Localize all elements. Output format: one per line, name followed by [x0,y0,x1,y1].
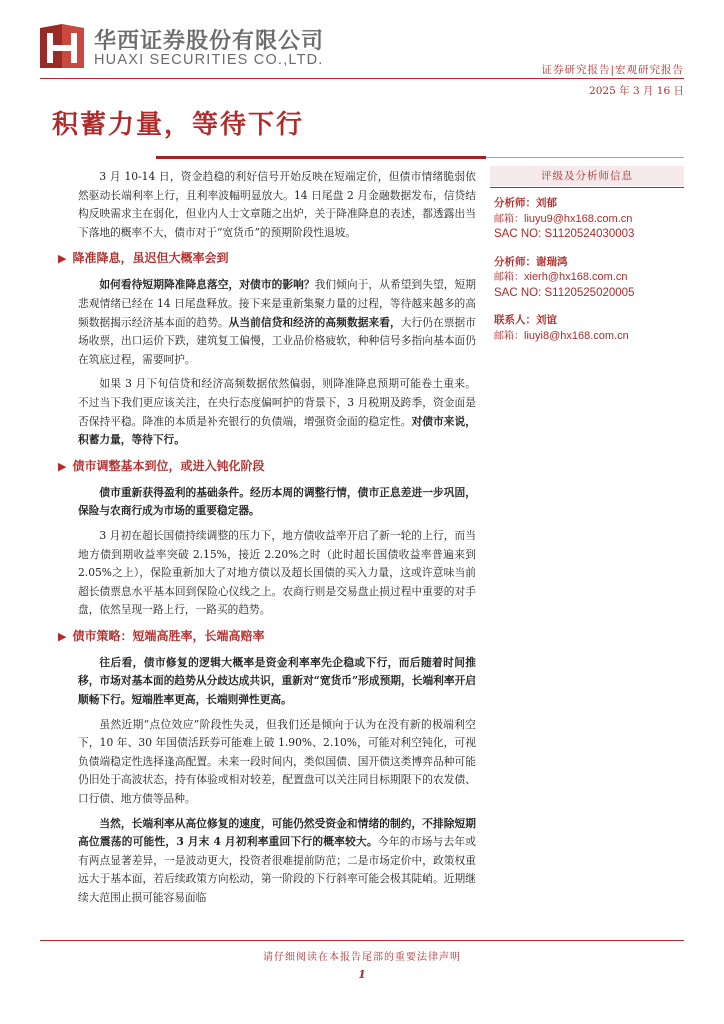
analyst-sac: SAC NO: S1120524030003 [494,228,635,240]
intro-paragraph: 3 月 10-14 日，资金趋稳的利好信号开始反映在短端定价，但债市情绪脆弱依然驱动长端利率上行，且利率波幅明显放大。14 日尾盘 2 月金融数据发布，信贷结构反映需求主在弱化，但业内人士文章随之出炉，关于降准降息的表述，都透露出当下落地的概率不大，债市对于“宽货币”的预期阶段性退坡。 [78,170,476,239]
analyst-card [490,196,684,243]
bold-lead: 如何看待短期降准降息落空，对债市的影响？ [99,278,315,292]
sidebar-divider [490,187,684,188]
email-label: 邮箱： [494,213,524,225]
analyst-email[interactable] [494,270,684,286]
paragraph [78,276,476,369]
section-heading-1 [58,247,476,270]
contact-card [490,313,684,344]
paragraph: 3 月初在超长国债持续调整的压力下，地方债收益率开启了新一轮的上行，而当地方债到期收益率突破 2.15%，接近 2.20%之时（此时超长国债收益率普遍来到 2.05%之上），保险重新加大了对地方债以及超长国债的买入力量，这或许意味当前超长债票息水平基本回到保险心仪线之上。农商行则是交易盘止损过程中重要的对手盘，依然呈现一路上行，一路买的趋势。 [78,528,476,617]
paragraph [78,815,476,908]
paragraph: 债市重新获得盈利的基础条件。经历本周的调整行情，债市正息差进一步巩固，保险与农商行成为市场的重要稳定器。 [78,485,476,518]
email-link[interactable]: liuyi8@hx168.com.cn [524,329,629,342]
email-label: 邮箱： [494,330,524,342]
section-heading-3 [58,625,476,648]
paragraph: 虽然近期“点位效应”阶段性失灵，但我们还是倾向于认为在没有新的极端利空下，10 年、30 年国债活跃券可能难上破 1.90%、2.10%，可能对利空钝化，可视负债端稳定性选择逢高配置。未来一段时间内，类似国债、国开债这类博弈品种可能仍旧处于高波状态，持有体验或相对较差，配置盘可以关注同目标期限下的农发债、口行债、地方债等品种。 [78,717,476,806]
page-number: 1 [358,968,366,981]
report-date: 2025 年 3 月 16 日 [589,85,684,97]
bold-conclusion: 对债市来说，积蓄力量，等待下行。 [78,414,476,447]
triangle-bullet-icon: ▶ [58,629,67,643]
triangle-bullet-icon: ▶ [58,459,67,473]
page-title: 积蓄力量，等待下行 [52,110,305,140]
analyst-name: 分析师：刘郁 [494,197,557,209]
section-title: 降准降息，虽迟但大概率会到 [72,251,229,266]
paragraph-text: 大行仍在票据市场收票，出口运价下跌，建筑复工偏慢，工业品价格疲软，种种信号多指向基本面仍在筑底过程，需要呵护。 [78,315,476,366]
footer-divider [40,940,684,941]
analyst-sac: SAC NO: S1120525020005 [494,286,635,299]
title-divider-light [486,157,684,158]
title-divider [156,156,486,159]
analyst-card [490,255,684,302]
paragraph-text: 今年的市场与去年或有两点显著差异，一是波动更大，投资者很难提前防范；二是市场定价中，政策权重远大于基本面，若后续政策方向松动，第一阶段的下行斜率可能会极其陡峭。近期继续大范围止损可能容易面临 [78,835,476,904]
paragraph-text: 我们倾向于，从希望到失望，短期悲观情绪已经在 14 日尾盘释放。接下来是重新集聚力量的过程，等待越来越多的高频数据揭示经济基本面的趋势。 [78,278,476,329]
email-link[interactable]: xierh@hx168.com.cn [524,271,628,283]
paragraph: 往后看，债市修复的逻辑大概率是资金利率率先企稳或下行，而后随着时间推移，市场对基本面的趋势从分歧达成共识，重新对“宽货币”形成预期，长端利率开启顺畅下行。短端胜率更高，长端则弹性更高。 [78,655,476,707]
email-label: 邮箱： [494,272,524,283]
huaxi-logo-icon [40,24,84,68]
email-link[interactable]: liuyu9@hx168.com.cn [524,212,633,225]
contact-email[interactable] [494,329,684,345]
analyst-email[interactable] [494,212,684,228]
section-title: 债市策略：短端高胜率，长端高赔率 [72,628,265,643]
analyst-sidebar [490,166,684,344]
sidebar-heading: 评级及分析师信息 [490,166,684,186]
contact-name: 联系人：刘谊 [494,314,557,326]
report-type: 证券研究报告|宏观研究报告 [541,64,684,76]
section-title: 债市调整基本到位，或进入钝化阶段 [72,458,265,473]
section-heading-2 [58,455,476,478]
company-name-cn: 华西证券股份有限公司 [94,29,325,54]
triangle-bullet-icon: ▶ [58,252,67,266]
paragraph-text: 如果 3 月下旬信贷和经济高频数据依然偏弱，则降准降息预期可能卷土重来。不过当下我们更应该关注，在央行态度偏呵护的背景下，3 月税期及跨季，资金面是否保持平稳。降准的本质是补充银行的负债端，增强资金面的稳定性。 [78,377,476,428]
report-body [58,168,476,908]
company-name-en: HUAXI SECURITIES CO.,LTD. [94,52,324,68]
analyst-name: 分析师：谢瑞鸿 [494,255,568,268]
legal-notice: 请仔细阅读在本报告尾部的重要法律声明 [263,952,461,963]
bold-lead: 从当前信贷和经济的高频数据来看， [228,315,401,329]
paragraph [78,375,476,449]
bold-lead: 当然，长端利率从高位修复的速度，可能仍然受资金和情绪的制约，不排除短期高位震荡的可能性，3 月末 4 月初利率重回下行的概率较大。 [78,816,476,849]
header-divider [40,78,684,79]
